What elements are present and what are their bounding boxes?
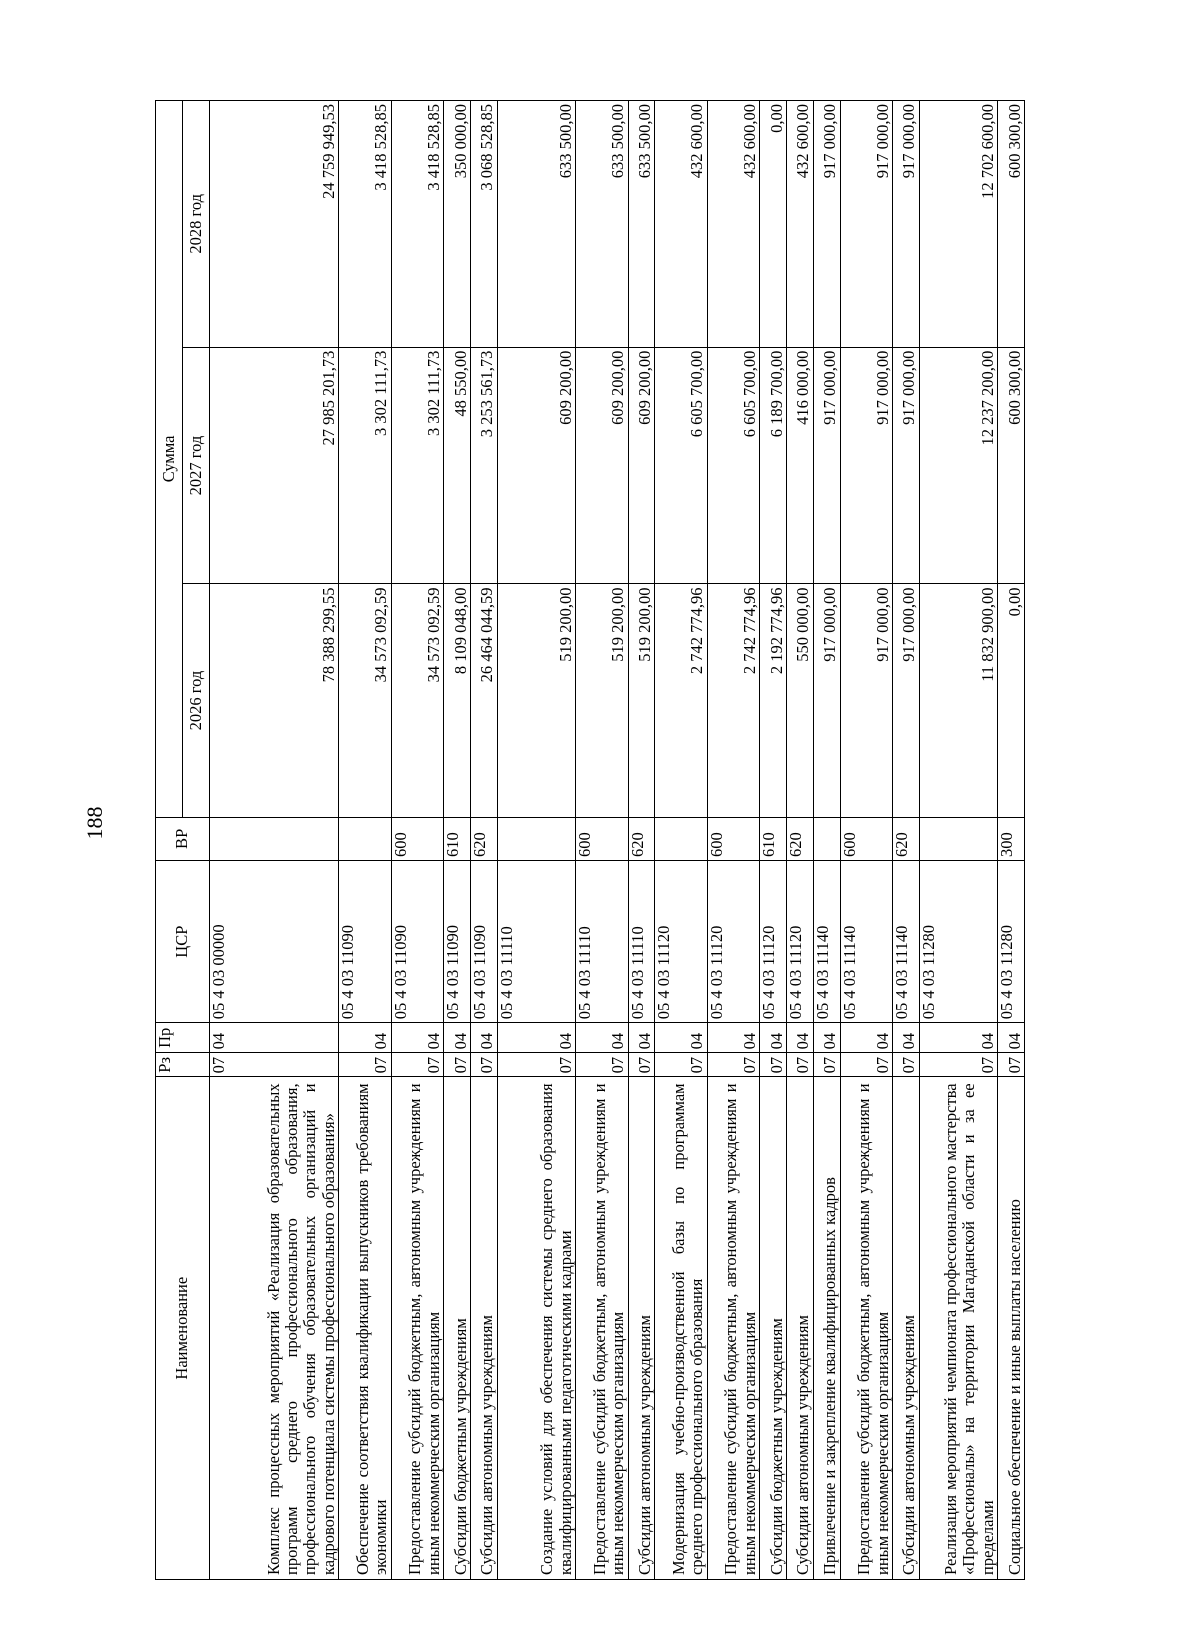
cell-name: Социальное обеспечение и иные выплаты населению [998, 1077, 1025, 1580]
cell-v2028: 917 000,00 [840, 101, 892, 348]
cell-name: Субсидии автономным учреждениям [471, 1077, 498, 1580]
cell-rz: 07 [787, 1053, 814, 1077]
table-row [760, 101, 787, 1580]
table-row [707, 101, 759, 1580]
cell-csr: 05 4 03 11090 [339, 860, 391, 1022]
cell-rz: 07 [760, 1053, 787, 1077]
cell-pr: 04 [707, 1023, 759, 1053]
table-row [391, 101, 443, 1580]
cell-rz: 07 [628, 1053, 655, 1077]
cell-v2027: 3 253 561,73 [471, 347, 498, 584]
cell-v2028: 432 600,00 [787, 101, 814, 348]
cell-v2028: 12 702 600,00 [919, 101, 997, 348]
cell-v2026: 2 192 774,96 [760, 584, 787, 817]
cell-v2027: 3 302 111,73 [339, 347, 391, 584]
cell-v2026: 8 109 048,00 [444, 584, 471, 817]
cell-vr [497, 817, 575, 860]
cell-csr: 05 4 03 11120 [787, 860, 814, 1022]
cell-v2027: 609 200,00 [497, 347, 575, 584]
cell-name: Предоставление субсидий бюджетным, автономным учреждениям и иным некоммерческим организациям [576, 1077, 628, 1580]
cell-v2026: 917 000,00 [893, 584, 920, 817]
cell-csr: 05 4 03 11090 [391, 860, 443, 1022]
cell-vr: 300 [998, 817, 1025, 860]
cell-rz: 07 [210, 1053, 339, 1077]
cell-csr: 05 4 03 11120 [707, 860, 759, 1022]
cell-csr: 05 4 03 11140 [893, 860, 920, 1022]
cell-csr: 05 4 03 11090 [471, 860, 498, 1022]
cell-vr [339, 817, 391, 860]
header-vr: ВР [156, 817, 210, 860]
table-row [210, 101, 339, 1580]
cell-v2027: 609 200,00 [576, 347, 628, 584]
cell-v2028: 3 068 528,85 [471, 101, 498, 348]
table-row [444, 101, 471, 1580]
cell-name: Привлечение и закрепление квалифицированных кадров [813, 1077, 840, 1580]
header-pr: Пр [156, 1023, 210, 1053]
cell-pr: 04 [576, 1023, 628, 1053]
cell-rz: 07 [813, 1053, 840, 1077]
cell-rz: 07 [497, 1053, 575, 1077]
cell-rz: 07 [655, 1053, 707, 1077]
cell-pr: 04 [893, 1023, 920, 1053]
cell-name: Субсидии бюджетным учреждениям [760, 1077, 787, 1580]
cell-vr [655, 817, 707, 860]
cell-csr: 05 4 03 11110 [576, 860, 628, 1022]
table-row [787, 101, 814, 1580]
table-row [339, 101, 391, 1580]
cell-v2027: 27 985 201,73 [210, 347, 339, 584]
cell-v2028: 600 300,00 [998, 101, 1025, 348]
cell-v2027: 917 000,00 [840, 347, 892, 584]
cell-v2026: 34 573 092,59 [391, 584, 443, 817]
table-row [471, 101, 498, 1580]
cell-csr: 05 4 03 11090 [444, 860, 471, 1022]
header-csr: ЦСР [156, 860, 210, 1022]
cell-v2028: 917 000,00 [813, 101, 840, 348]
table-row [919, 101, 997, 1580]
cell-name: Субсидии бюджетным учреждениям [444, 1077, 471, 1580]
cell-v2026: 78 388 299,55 [210, 584, 339, 817]
cell-pr: 04 [655, 1023, 707, 1053]
cell-v2027: 416 000,00 [787, 347, 814, 584]
cell-rz: 07 [893, 1053, 920, 1077]
cell-pr: 04 [471, 1023, 498, 1053]
cell-vr: 620 [628, 817, 655, 860]
header-name: Наименование [156, 1077, 210, 1580]
cell-vr: 610 [760, 817, 787, 860]
cell-name: Комплекс процессных мероприятий «Реализация образовательных программ среднего профессионального образования, профессионального обучения образовательных организаций и кадрового потенциала системы профессионального образования» [210, 1077, 339, 1580]
cell-v2026: 519 200,00 [497, 584, 575, 817]
cell-rz: 07 [840, 1053, 892, 1077]
cell-v2027: 6 605 700,00 [707, 347, 759, 584]
cell-pr: 04 [628, 1023, 655, 1053]
cell-name: Обеспечение соответствия квалификации выпускников требованиям экономики [339, 1077, 391, 1580]
cell-v2027: 917 000,00 [893, 347, 920, 584]
cell-v2028: 0,00 [760, 101, 787, 348]
cell-rz: 07 [576, 1053, 628, 1077]
cell-v2028: 432 600,00 [707, 101, 759, 348]
cell-vr: 610 [444, 817, 471, 860]
cell-v2026: 26 464 044,59 [471, 584, 498, 817]
cell-v2027: 6 189 700,00 [760, 347, 787, 584]
cell-v2027: 3 302 111,73 [391, 347, 443, 584]
cell-v2028: 432 600,00 [655, 101, 707, 348]
cell-csr: 05 4 03 00000 [210, 860, 339, 1022]
table-row [893, 101, 920, 1580]
table-row [497, 101, 575, 1580]
table-row [576, 101, 628, 1580]
cell-rz: 07 [707, 1053, 759, 1077]
cell-vr: 620 [471, 817, 498, 860]
cell-csr: 05 4 03 11140 [813, 860, 840, 1022]
cell-vr: 600 [840, 817, 892, 860]
cell-pr: 04 [813, 1023, 840, 1053]
cell-v2026: 34 573 092,59 [339, 584, 391, 817]
cell-vr [210, 817, 339, 860]
cell-vr: 620 [893, 817, 920, 860]
header-rz: Рз [156, 1053, 210, 1077]
cell-pr: 04 [210, 1023, 339, 1053]
cell-v2026: 550 000,00 [787, 584, 814, 817]
cell-v2028: 633 500,00 [497, 101, 575, 348]
budget-table [155, 100, 1025, 1580]
cell-v2026: 519 200,00 [576, 584, 628, 817]
cell-pr: 04 [919, 1023, 997, 1053]
table-row [998, 101, 1025, 1580]
cell-pr: 04 [787, 1023, 814, 1053]
cell-name: Реализация мероприятий чемпионата профессионального мастерства «Профессионалы» на территории Магаданской области и за ее пределами [919, 1077, 997, 1580]
cell-v2026: 2 742 774,96 [655, 584, 707, 817]
table-row [655, 101, 707, 1580]
header-sum: Сумма [156, 101, 183, 818]
cell-v2028: 3 418 528,85 [339, 101, 391, 348]
cell-rz: 07 [471, 1053, 498, 1077]
cell-vr: 620 [787, 817, 814, 860]
cell-rz: 07 [919, 1053, 997, 1077]
cell-vr [919, 817, 997, 860]
table-row [840, 101, 892, 1580]
cell-v2028: 917 000,00 [893, 101, 920, 348]
cell-csr: 05 4 03 11280 [998, 860, 1025, 1022]
cell-v2026: 917 000,00 [840, 584, 892, 817]
cell-v2026: 917 000,00 [813, 584, 840, 817]
cell-v2026: 519 200,00 [628, 584, 655, 817]
cell-v2027: 6 605 700,00 [655, 347, 707, 584]
cell-v2028: 3 418 528,85 [391, 101, 443, 348]
cell-v2026: 11 832 900,00 [919, 584, 997, 817]
cell-pr: 04 [998, 1023, 1025, 1053]
cell-vr: 600 [707, 817, 759, 860]
cell-name: Предоставление субсидий бюджетным, автономным учреждениям и иным некоммерческим организациям [707, 1077, 759, 1580]
cell-pr: 04 [339, 1023, 391, 1053]
cell-csr: 05 4 03 11140 [840, 860, 892, 1022]
cell-pr: 04 [391, 1023, 443, 1053]
cell-csr: 05 4 03 11110 [628, 860, 655, 1022]
cell-csr: 05 4 03 11120 [760, 860, 787, 1022]
table-row [813, 101, 840, 1580]
cell-name: Субсидии автономным учреждениям [628, 1077, 655, 1580]
cell-v2028: 633 500,00 [628, 101, 655, 348]
cell-csr: 05 4 03 11280 [919, 860, 997, 1022]
cell-pr: 04 [840, 1023, 892, 1053]
cell-v2028: 350 000,00 [444, 101, 471, 348]
cell-pr: 04 [760, 1023, 787, 1053]
cell-v2028: 24 759 949,53 [210, 101, 339, 348]
cell-name: Предоставление субсидий бюджетным, автономным учреждениям и иным некоммерческим организациям [391, 1077, 443, 1580]
cell-rz: 07 [339, 1053, 391, 1077]
budget-table-container [155, 100, 1025, 1580]
table-row [628, 101, 655, 1580]
cell-vr: 600 [576, 817, 628, 860]
cell-name: Субсидии автономным учреждениям [787, 1077, 814, 1580]
cell-csr: 05 4 03 11110 [497, 860, 575, 1022]
cell-pr: 04 [497, 1023, 575, 1053]
header-year-2027: 2027 год [183, 347, 210, 584]
cell-rz: 07 [998, 1053, 1025, 1077]
cell-v2027: 48 550,00 [444, 347, 471, 584]
cell-v2027: 12 237 200,00 [919, 347, 997, 584]
cell-name: Субсидии автономным учреждениям [893, 1077, 920, 1580]
cell-vr: 600 [391, 817, 443, 860]
cell-vr [813, 817, 840, 860]
cell-v2027: 600 300,00 [998, 347, 1025, 584]
page-number: 188 [82, 806, 107, 840]
cell-name: Предоставление субсидий бюджетным, автономным учреждениям и иным некоммерческим организациям [840, 1077, 892, 1580]
cell-rz: 07 [444, 1053, 471, 1077]
cell-v2026: 0,00 [998, 584, 1025, 817]
table-body [210, 101, 1025, 1580]
cell-name: Модернизация учебно-производственной базы по программам среднего профессионального образования [655, 1077, 707, 1580]
header-year-2026: 2026 год [183, 584, 210, 817]
header-year-2028: 2028 год [183, 101, 210, 348]
cell-rz: 07 [391, 1053, 443, 1077]
cell-v2028: 633 500,00 [576, 101, 628, 348]
cell-csr: 05 4 03 11120 [655, 860, 707, 1022]
cell-v2026: 2 742 774,96 [707, 584, 759, 817]
cell-v2027: 609 200,00 [628, 347, 655, 584]
cell-pr: 04 [444, 1023, 471, 1053]
cell-name: Создание условий для обеспечения системы среднего образования квалифицированными педагогическими кадрами [497, 1077, 575, 1580]
cell-v2027: 917 000,00 [813, 347, 840, 584]
